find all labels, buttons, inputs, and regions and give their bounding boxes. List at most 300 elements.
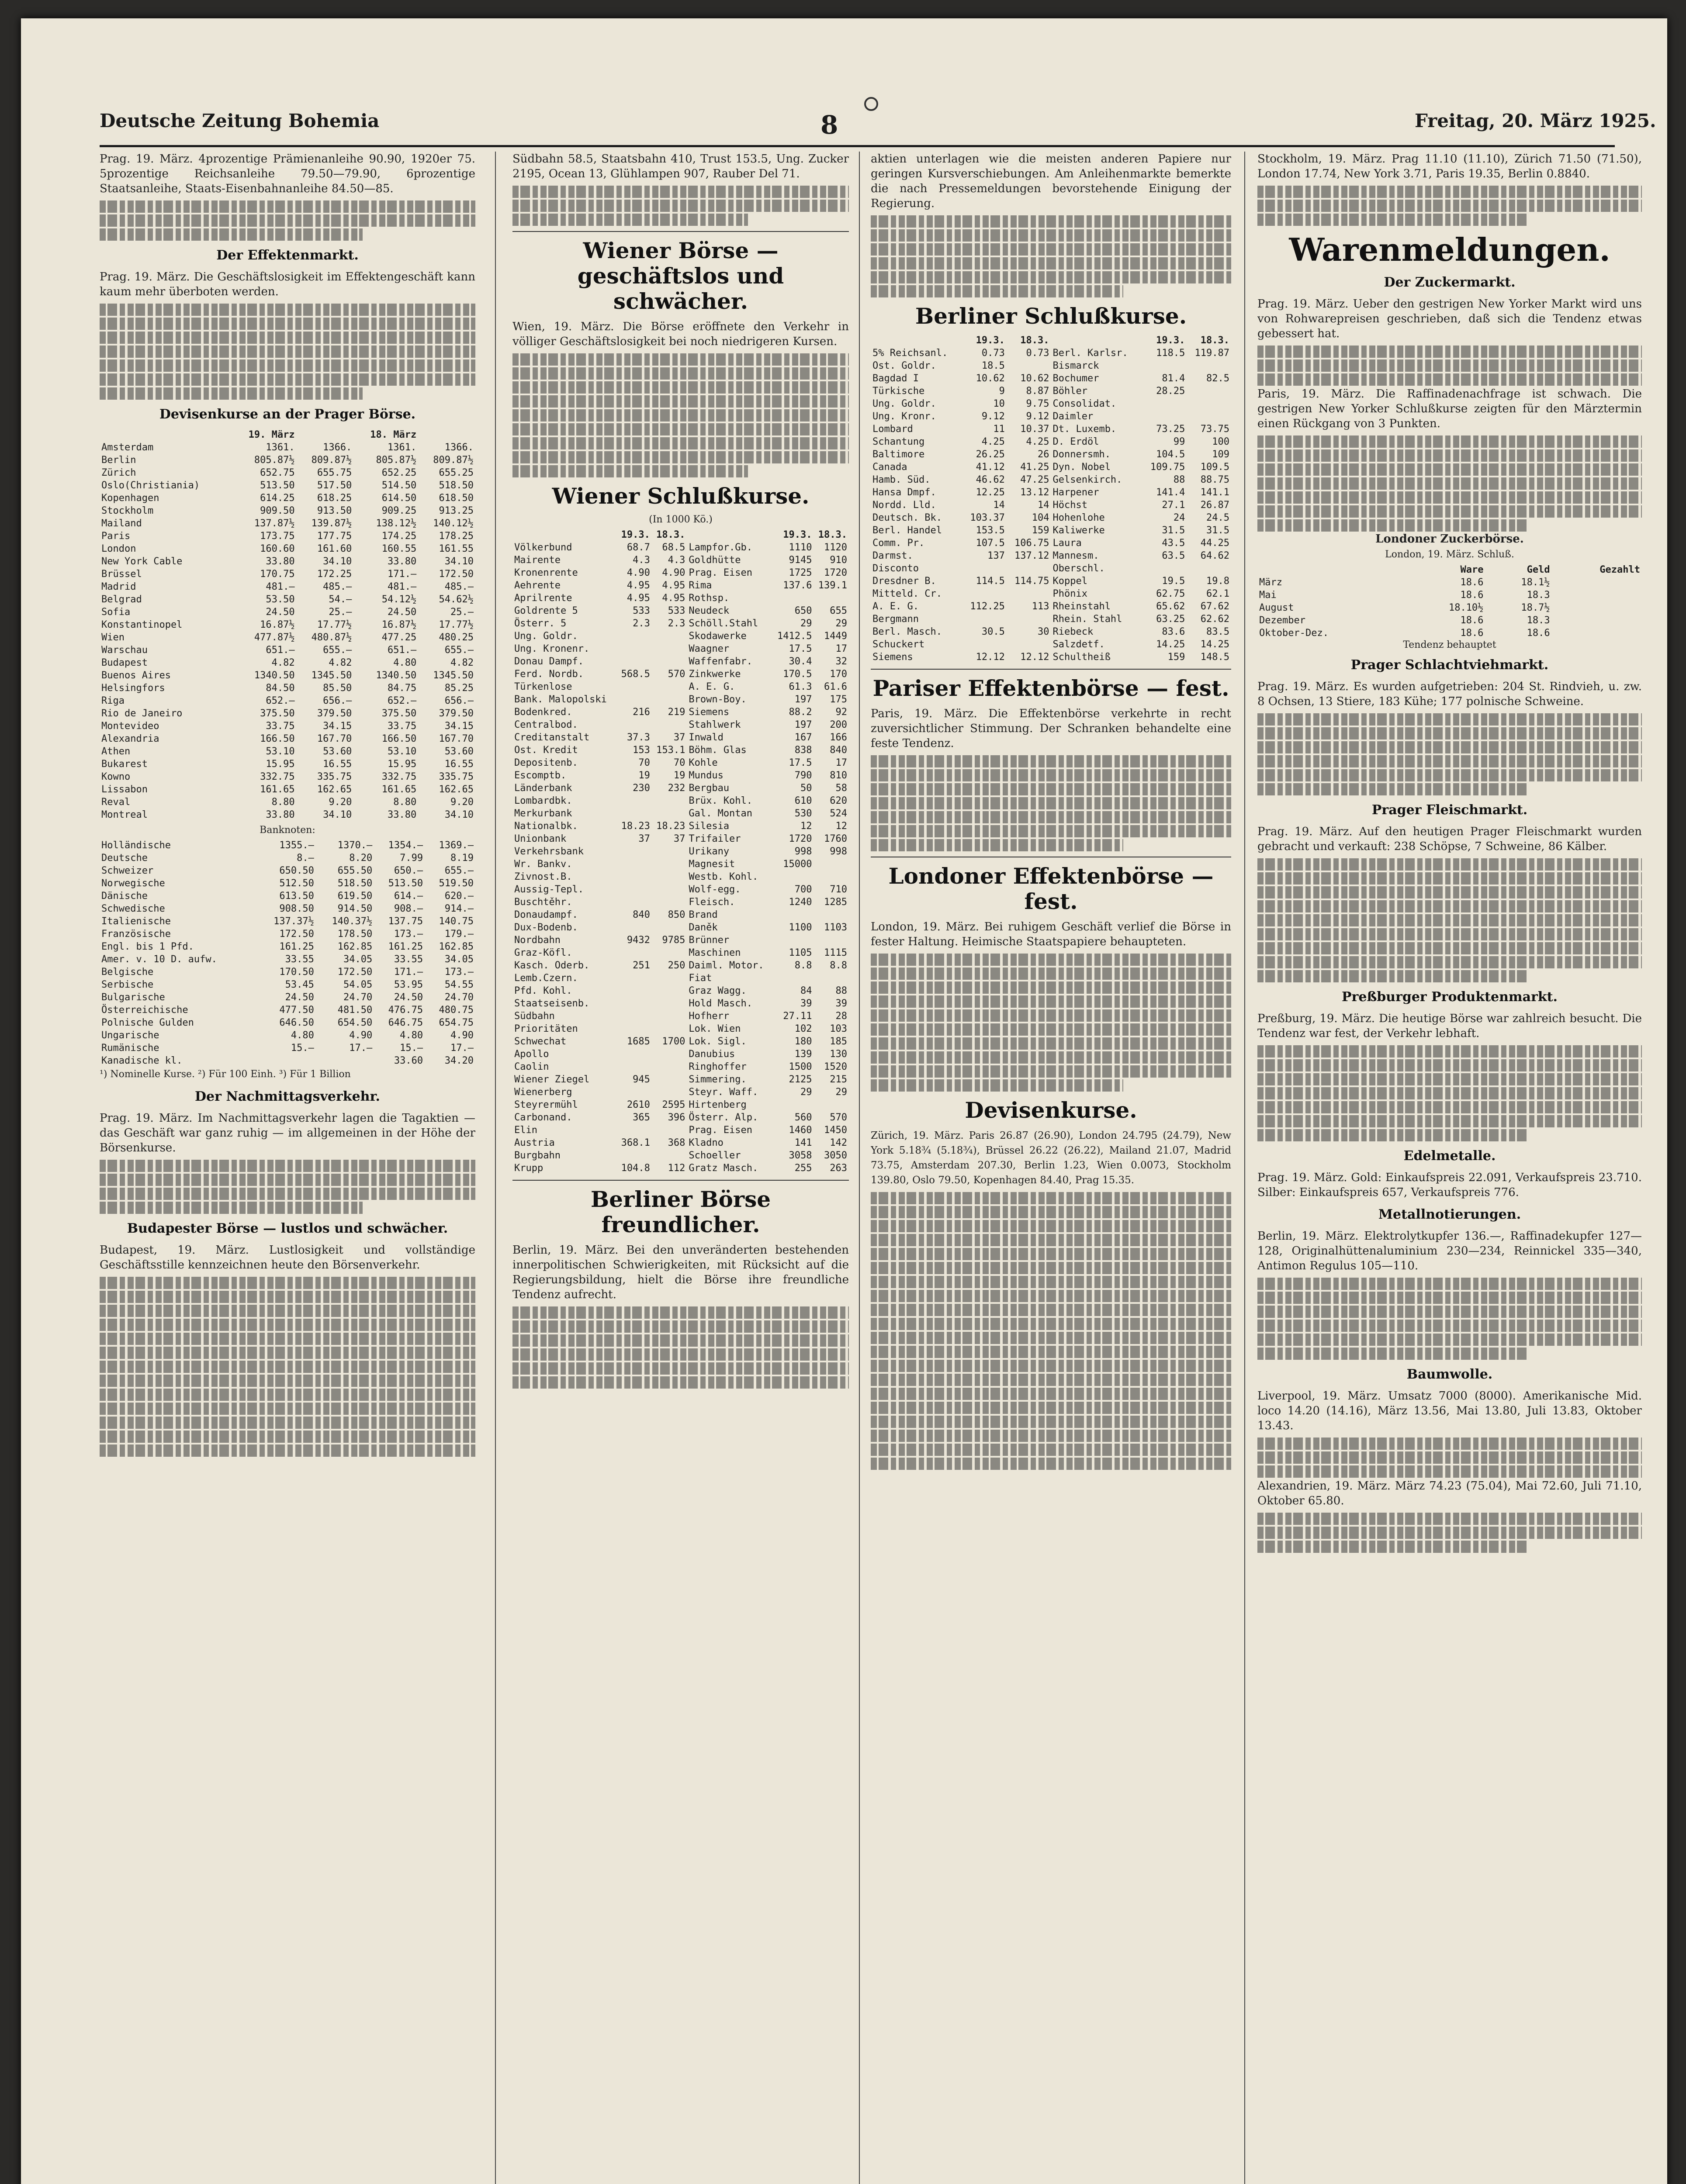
table-row xyxy=(100,758,475,771)
text-line xyxy=(512,423,849,435)
table-cell: 909.50 xyxy=(260,505,295,516)
table-cell: Bank. Malopolski xyxy=(514,694,607,705)
column-divider xyxy=(1244,152,1245,2184)
table-row xyxy=(512,1149,849,1162)
table-cell xyxy=(1007,587,1051,600)
table-cell: 43.5 xyxy=(1162,538,1185,549)
table-cell: 11 xyxy=(993,424,1005,435)
text-line xyxy=(1257,886,1642,898)
table-row xyxy=(871,410,1231,423)
table-cell: 137.87½ xyxy=(254,518,295,529)
table-row xyxy=(512,896,849,909)
table-cell: 166.50 xyxy=(381,733,417,744)
table-cell: 840 xyxy=(633,909,650,920)
table-cell: 19.8 xyxy=(1206,576,1229,587)
text-line xyxy=(871,1276,1231,1288)
table-cell: Österreichische xyxy=(101,1005,188,1016)
table-row xyxy=(100,530,475,543)
table-cell: 34.10 xyxy=(444,809,474,820)
table-cell: Ost. Kredit xyxy=(514,745,578,756)
text-line xyxy=(871,257,1231,270)
table-cell: 3050 xyxy=(824,1150,847,1161)
text-line xyxy=(1257,1292,1642,1304)
table-cell: 29 xyxy=(800,618,812,629)
table-cell: 139.1 xyxy=(818,580,847,591)
table-cell: 54.62½ xyxy=(439,594,474,605)
table-cell xyxy=(962,562,1007,575)
table-cell: Reval xyxy=(101,797,131,808)
article-text: Prag. 19. März. Ueber den gestrigen New Yorker Markt wird uns von Rohwarepreisen geschrieben, daß sich die Tendenz etwas gebessert hat. xyxy=(1257,297,1642,340)
table-cell: Mannesm. xyxy=(1052,550,1099,561)
table-cell: Norwegische xyxy=(101,878,165,889)
table-cell: 107.5 xyxy=(976,538,1005,549)
table-row xyxy=(1257,601,1642,614)
table-cell: 137 xyxy=(987,550,1005,561)
table-cell: 650.50 xyxy=(279,865,314,876)
table-cell: Bergmann xyxy=(872,614,919,625)
table-cell: 1720 xyxy=(789,833,812,844)
table-cell xyxy=(616,807,651,820)
table-subheading: London, 19. März. Schluß. xyxy=(1385,549,1514,560)
table-cell: Donaudampf. xyxy=(514,909,578,920)
table-row xyxy=(100,543,475,555)
text-line xyxy=(100,1305,475,1317)
table-row xyxy=(512,579,849,592)
table-cell: Elin xyxy=(514,1125,537,1136)
table-cell: 477.25 xyxy=(381,632,417,643)
table-cell: Kopenhagen xyxy=(101,493,159,504)
table-subheading: Banknoten: xyxy=(260,825,315,836)
table-cell: Oslo(Christiania) xyxy=(101,480,200,491)
table-cell: Goldrente 5 xyxy=(514,605,578,616)
table-cell: 0.73 xyxy=(1026,348,1049,359)
table-cell xyxy=(1187,397,1231,410)
table-cell: Schoeller xyxy=(689,1150,741,1161)
footnote: ¹) Nominelle Kurse. ²) Für 100 Einh. ³) Für 1 Billion xyxy=(100,1069,351,1080)
table-cell: 65.62 xyxy=(1156,601,1185,612)
text-line xyxy=(1257,783,1527,795)
table-cell: 18.10½ xyxy=(1448,602,1484,613)
table-cell: Dresdner B. xyxy=(872,576,936,587)
issue-date: Freitag, 20. März 1925. xyxy=(1415,110,1656,131)
table-cell: 700 xyxy=(794,884,812,895)
table-cell: 17 xyxy=(835,643,847,654)
table-cell: 1520 xyxy=(824,1061,847,1072)
masthead: Deutsche Zeitung Bohemia xyxy=(100,110,380,131)
text-line xyxy=(100,304,475,316)
article-text: Berlin, 19. März. Bei den unveränderten bestehenden innerpolitischen Schwierigkeiten, mit Rücksicht auf die Regierungsbildung, hielt die Börse ihre freundliche Tendenz aufrecht. xyxy=(512,1244,849,1301)
table-cell: 109 xyxy=(1212,449,1229,460)
table-cell: 15.95 xyxy=(388,759,417,770)
table-cell: Engl. bis 1 Pfd. xyxy=(101,941,194,952)
table-header-cell: 19.3. xyxy=(621,529,650,540)
table-cell: Rheinstahl xyxy=(1052,601,1111,612)
table-row xyxy=(871,537,1231,549)
text-line xyxy=(1257,914,1642,926)
text-line xyxy=(1257,435,1642,448)
column-divider xyxy=(859,152,860,2184)
table-cell: 153 xyxy=(633,745,650,756)
table-cell xyxy=(257,1054,315,1067)
table-cell xyxy=(652,1061,687,1073)
table-cell: Hansa Dmpf. xyxy=(872,487,936,498)
text-line xyxy=(512,395,849,408)
table-cell: 18.6 xyxy=(1460,577,1484,588)
table-cell: Consolidat. xyxy=(1052,398,1117,409)
table-cell: 53.60 xyxy=(444,746,474,757)
table-cell: 39 xyxy=(800,998,812,1009)
table-cell: 335.75 xyxy=(317,771,352,782)
table-cell: 230 xyxy=(633,783,650,794)
table-cell: Ung. Kronenr. xyxy=(514,643,590,654)
table-row xyxy=(512,769,849,782)
table-cell: Athen xyxy=(101,746,131,757)
table-cell xyxy=(652,681,687,693)
table-cell: Dux-Bodenb. xyxy=(514,922,578,933)
table-cell: 63.25 xyxy=(1156,614,1185,625)
table-cell: 16.87½ xyxy=(260,619,295,630)
table-cell xyxy=(652,947,687,959)
text-line xyxy=(871,1023,1231,1036)
text-line xyxy=(100,1389,475,1401)
table-row xyxy=(512,1137,849,1149)
table-cell: 197 xyxy=(794,719,812,730)
table-cell: Wolf-egg. xyxy=(689,884,741,895)
table-cell: 31.5 xyxy=(1162,525,1185,536)
table-cell: 1500 xyxy=(789,1061,812,1072)
table-cell: 14.25 xyxy=(1156,639,1185,650)
table-cell: 171.— xyxy=(388,569,417,580)
table-row xyxy=(512,1061,849,1073)
table-row xyxy=(512,567,849,579)
table-cell: Wiener Ziegel xyxy=(514,1074,590,1085)
table-cell: 63.5 xyxy=(1162,550,1185,561)
table-row xyxy=(871,473,1231,486)
table-cell: 805.87½ xyxy=(254,455,295,466)
table-cell: 172.50 xyxy=(337,967,373,978)
table-cell: 4.90 xyxy=(349,1030,373,1041)
table-cell: 1460 xyxy=(789,1125,812,1136)
table-cell xyxy=(652,972,687,985)
table-row xyxy=(512,985,849,997)
text-line xyxy=(1257,449,1642,462)
table-cell: 9.20 xyxy=(329,797,352,808)
article-text: Paris, 19. März. Die Effektenbörse verkehrte in recht zuversichtlicher Stimmung. Der Schranken behandelte eine feste Tendenz. xyxy=(871,707,1231,750)
section-heading: Wiener Schlußkurse. xyxy=(552,483,810,509)
table-row xyxy=(100,902,475,915)
text-line xyxy=(871,769,1231,781)
table-cell: Montreal xyxy=(101,809,148,820)
table-cell: 914.— xyxy=(444,903,474,914)
london-sugar-table xyxy=(1257,563,1642,639)
table-header-cell xyxy=(512,529,616,541)
text-line xyxy=(1257,1541,1527,1553)
table-cell: Gal. Montan xyxy=(689,808,753,819)
table-cell: Unionbank xyxy=(514,833,567,844)
text-line xyxy=(100,1174,475,1186)
table-cell: 1685 xyxy=(627,1036,650,1047)
text-line xyxy=(871,783,1231,795)
table-cell: 219 xyxy=(668,707,685,718)
text-line xyxy=(100,1319,475,1331)
table-cell: 524 xyxy=(830,808,847,819)
table-cell: Centralbod. xyxy=(514,719,578,730)
table-row xyxy=(512,820,849,833)
table-cell: Silesia xyxy=(689,821,730,832)
table-header-cell: 19.3. xyxy=(976,335,1005,346)
table-cell: 945 xyxy=(633,1074,650,1085)
table-cell: 33.80 xyxy=(388,556,417,567)
table-cell: Trifailer xyxy=(689,833,741,844)
table-cell xyxy=(616,1010,651,1023)
table-cell: 68.5 xyxy=(662,542,685,553)
table-cell: 1449 xyxy=(824,631,847,642)
table-cell: 477.87½ xyxy=(254,632,295,643)
text-line xyxy=(1257,872,1642,885)
article-text: Prag. 19. März. Die Geschäftslosigkeit im Effektengeschäft kann kaum mehr überboten werden. xyxy=(100,270,475,298)
table-cell: Bukarest xyxy=(101,759,148,770)
table-cell: 9.12 xyxy=(1026,411,1049,422)
text-line xyxy=(512,437,849,449)
table-cell: 140.37½ xyxy=(332,916,373,927)
table-cell: 655.25 xyxy=(439,467,474,478)
text-line xyxy=(512,367,849,380)
table-cell: 37.3 xyxy=(627,732,650,743)
table-cell: 1366. xyxy=(323,442,352,453)
table-cell: Brown-Boy. xyxy=(689,694,747,705)
text-line xyxy=(871,215,1231,228)
text-line xyxy=(512,1320,849,1333)
table-cell: 216 xyxy=(633,707,650,718)
table-cell: 910 xyxy=(830,555,847,566)
table-cell: Schultheiß xyxy=(1052,652,1111,663)
table-cell: 18.5 xyxy=(981,360,1005,371)
table-cell: 197 xyxy=(794,694,812,705)
table-cell: Schantung xyxy=(872,436,925,447)
table-row xyxy=(871,486,1231,499)
table-cell: Kanadische kl. xyxy=(101,1055,183,1066)
table-cell: 4.90 xyxy=(450,1030,474,1041)
table-cell: 88.2 xyxy=(789,707,812,718)
table-cell: 160.60 xyxy=(260,543,295,554)
article-text: Paris, 19. März. Die Raffinadenachfrage ist schwach. Die gestrigen New Yorker Schlußkurse zeigten für den Märztermin einen Rückgang von 3 Punkten. xyxy=(1257,387,1642,430)
table-cell: Westb. Kohl. xyxy=(689,871,758,882)
text-line xyxy=(871,1304,1231,1316)
table-cell xyxy=(652,1010,687,1023)
table-cell: 513.50 xyxy=(388,878,423,889)
table-cell: 34.10 xyxy=(323,556,352,567)
table-cell: 142 xyxy=(830,1137,847,1148)
table-cell: Daiml. Motor. xyxy=(689,960,764,971)
table-row xyxy=(871,461,1231,473)
table-cell: Steyrermühl xyxy=(514,1099,578,1110)
table-cell: 159 xyxy=(1032,525,1049,536)
table-cell xyxy=(616,643,651,655)
table-cell: 30.5 xyxy=(981,626,1005,637)
table-cell: 1725 xyxy=(789,567,812,578)
table-cell: 512.50 xyxy=(279,878,314,889)
table-cell: 29 xyxy=(835,1087,847,1098)
table-cell: Riga xyxy=(101,695,125,706)
table-cell: Creditanstalt xyxy=(514,732,590,743)
table-cell: Staatseisenb. xyxy=(514,998,590,1009)
text-line xyxy=(1257,346,1642,358)
table-cell: 614.25 xyxy=(260,493,295,504)
table-cell: Maschinen xyxy=(689,947,741,958)
table-cell: 655.50 xyxy=(337,865,373,876)
table-cell: Wien xyxy=(101,632,125,643)
table-row xyxy=(512,934,849,947)
table-cell: 114.75 xyxy=(1014,576,1049,587)
table-cell: 1369.— xyxy=(439,840,474,851)
table-cell: 514.50 xyxy=(381,480,417,491)
text-line xyxy=(1257,713,1642,726)
text-line xyxy=(100,1444,475,1457)
article-text: Prag. 19. März. Im Nachmittagsverkehr lagen die Tagaktien — das Geschäft war ganz ruhig — im allgemeinen in der Höhe der Börsenkurse. xyxy=(100,1112,475,1154)
table-cell: Magnesit xyxy=(689,859,735,870)
table-cell xyxy=(1187,385,1231,397)
text-line xyxy=(1257,373,1642,386)
table-cell: 9.12 xyxy=(981,411,1005,422)
table-cell: 84.75 xyxy=(388,683,417,694)
table-cell: Aehrente xyxy=(514,580,561,591)
table-cell: 654.50 xyxy=(337,1017,373,1028)
text-line xyxy=(871,1346,1231,1358)
table-cell: 84.50 xyxy=(266,683,295,694)
table-cell xyxy=(962,587,1007,600)
table-cell: Rio de Janeiro xyxy=(101,708,183,719)
table-cell: 68.7 xyxy=(627,542,650,553)
text-line xyxy=(1257,956,1642,968)
article-text: Zürich, 19. März. Paris 26.87 (26.90), London 24.795 (24.79), New York 5.18¾ (5.18¾), Brüssel 26.22 (26.22), Mailand 21.07, Madrid 73.75, Amsterdam 207.30, Berlin 1.23, Wien 0.0073, Stockholm 139.80, Oslo 79.50, Kopenhagen 84.40, Prag 15.35. xyxy=(871,1130,1231,1186)
table-cell: 106.75 xyxy=(1014,538,1049,549)
table-cell: 102 xyxy=(794,1023,812,1034)
section-heading: Der Nachmittagsverkehr. xyxy=(195,1089,380,1104)
table-cell: 33.75 xyxy=(266,721,295,732)
text-line xyxy=(100,214,475,227)
table-cell: 913.25 xyxy=(439,505,474,516)
table-cell: 19 xyxy=(673,770,685,781)
table-cell: 368.1 xyxy=(621,1137,650,1148)
text-line xyxy=(512,186,849,198)
table-row xyxy=(100,1054,475,1067)
table-cell: 33.60 xyxy=(394,1055,423,1066)
table-row xyxy=(871,347,1231,359)
table-cell: Amsterdam xyxy=(101,442,154,453)
table-row xyxy=(512,845,849,858)
table-cell: Schwechat xyxy=(514,1036,567,1047)
text-line xyxy=(871,1332,1231,1344)
table-cell: 2.3 xyxy=(668,618,685,629)
text-line xyxy=(100,1160,475,1172)
table-cell: 139.87½ xyxy=(311,518,352,529)
table-cell: 30.4 xyxy=(789,656,812,667)
table-cell: 161.25 xyxy=(388,941,423,952)
table-cell: 12.12 xyxy=(976,652,1005,663)
table-cell: 29 xyxy=(835,618,847,629)
table-cell: 12 xyxy=(835,821,847,832)
text-line xyxy=(1257,1465,1642,1478)
table-cell: 809.87½ xyxy=(311,455,352,466)
table-cell: Phönix xyxy=(1052,588,1087,599)
column-4 xyxy=(1257,152,1642,2184)
table-cell: 790 xyxy=(794,770,812,781)
table-row xyxy=(100,953,475,966)
table-cell xyxy=(1187,359,1231,372)
table-cell: 18.23 xyxy=(621,821,650,832)
text-line xyxy=(1257,359,1642,372)
table-row xyxy=(100,852,475,864)
text-line xyxy=(100,1291,475,1303)
table-cell: 37 xyxy=(673,833,685,844)
table-title: Londoner Zuckerbörse. xyxy=(1375,532,1524,546)
table-cell: 33.80 xyxy=(388,809,417,820)
table-cell: 1340.50 xyxy=(254,670,295,681)
table-cell: Riebeck xyxy=(1052,626,1094,637)
table-cell xyxy=(652,719,687,731)
table-header-cell xyxy=(297,429,354,441)
table-cell: 61.6 xyxy=(824,681,847,692)
table-cell: 17.5 xyxy=(789,643,812,654)
table-row xyxy=(871,600,1231,613)
table-cell: 31.5 xyxy=(1206,525,1229,536)
table-cell: Bagdad I xyxy=(872,373,919,384)
table-cell: 161.60 xyxy=(317,543,352,554)
table-cell: 2595 xyxy=(662,1099,685,1110)
text-line xyxy=(100,1375,475,1387)
table-cell: Deutsch. Bk. xyxy=(872,512,942,523)
divider xyxy=(512,1180,849,1181)
table-row xyxy=(512,1111,849,1124)
table-row xyxy=(100,644,475,657)
table-cell: Kowno xyxy=(101,771,131,782)
table-cell: 167 xyxy=(794,732,812,743)
text-line xyxy=(100,359,475,372)
table-cell: Dyn. Nobel xyxy=(1052,462,1111,473)
table-cell: Burgbahn xyxy=(514,1150,561,1161)
table-row xyxy=(1257,589,1642,601)
table-row xyxy=(100,966,475,978)
table-cell: 1354.— xyxy=(388,840,423,851)
table-row xyxy=(100,915,475,928)
table-cell: Berl. Masch. xyxy=(872,626,942,637)
table-cell: 8.— xyxy=(297,853,314,864)
text-line xyxy=(871,1079,1123,1092)
text-line xyxy=(1257,1334,1642,1346)
table-cell: 4.90 xyxy=(662,567,685,578)
table-cell: Helsingfors xyxy=(101,683,165,694)
table-cell: 650 xyxy=(794,605,812,616)
table-row xyxy=(512,655,849,668)
table-cell: 153.5 xyxy=(976,525,1005,536)
table-row xyxy=(512,719,849,731)
column-2 xyxy=(512,152,849,2184)
table-cell: Rumänische xyxy=(101,1043,159,1054)
table-cell: 24.70 xyxy=(444,992,474,1003)
table-row xyxy=(512,833,849,845)
table-cell: Lok. Sigl. xyxy=(689,1036,747,1047)
table-cell: Hirtenberg xyxy=(689,1099,747,1110)
table-cell: Graz-Köfl. xyxy=(514,947,572,958)
text-line xyxy=(871,1444,1231,1456)
table-cell: Rhein. Stahl xyxy=(1052,614,1122,625)
table-cell: Depositenb. xyxy=(514,757,578,768)
table-cell xyxy=(616,655,651,668)
section-heading: Budapester Börse — lustlos und schwächer. xyxy=(127,1221,448,1236)
table-cell: 4.3 xyxy=(633,555,650,566)
article-text: Berlin, 19. März. Elektrolytkupfer 136.—, Raffinadekupfer 127—128, Originalhüttenaluminium 230—234, Reinnickel 335—340, Antimon Regulus 105—110. xyxy=(1257,1230,1642,1272)
table-row xyxy=(512,1162,849,1175)
